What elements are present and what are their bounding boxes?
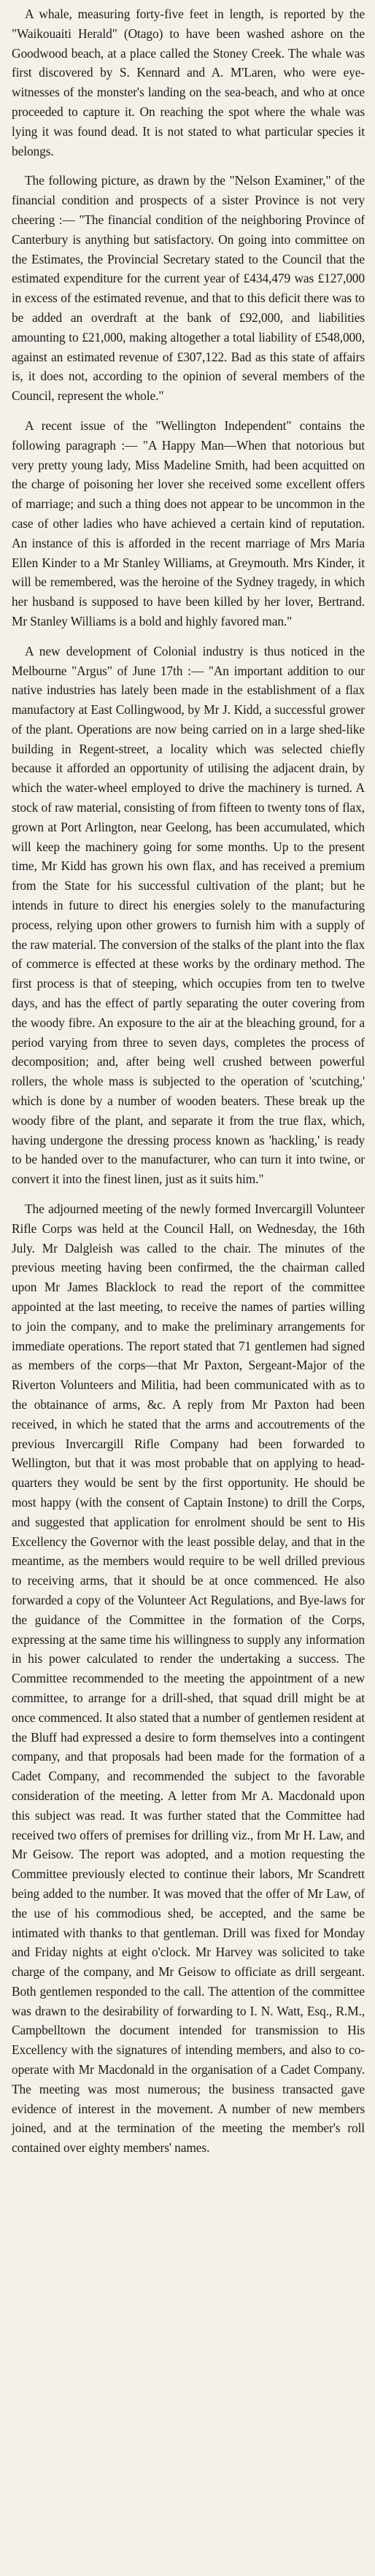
paragraph-rifle-corps: The adjourned meeting of the newly formed Invercargill Volunteer Rifle Corps was held at the Council Hall, on Wednesday, the 16th July. Mr Dalgleish was called to the chair. The minutes of the previous meeting having been confirmed, the the chairman called upon Mr James Blacklock to read the report of the committee appointed at the last meeting, to receive the names of parties willing to join the company, and to make the preliminary arrangements for immediate operations. The report stated that 71 gentlemen had signed as members of the corps—that Mr Paxton, Sergeant-Major of the Riverton Volunteers and Militia, had been communicated with as to the obtainance of arms, &c. A reply from Mr Paxton had been received, in which he stated that the arms and accoutrements of the previous Invercargill Rifle Company had been forwarded to Wellington, but that it was most probable that on applying to head-quarters they would be sent by the first opportunity. He should be most happy (with the consent of Captain Instone) to drill the Corps, and suggested that application for enrolment should be sent to His Excellency the Governor with the least possible delay, and that in the meantime, as the members would require to be well drilled previous to receiving arms, that it should be at once commenced. He also forwarded a copy of the Volunteer Act Regulations, and Bye-laws for the guidance of the Committee in the formation of the Corps, expressing at the same time his willingness to supply any information in his power calculated to render the undertaking a success. The Committee recommended to the meeting the appointment of a new committee, to arrange for a drill-shed, that squad drill might be at once commenced. It also stated that a number of gentlemen resident at the Bluff had expressed a desire to form themselves into a contingent company, and that proposals had been made for the formation of a Cadet Company, and recommended the subject to the favorable consideration of the meeting. A letter from Mr A. Macdonald upon this subject was read. It was further stated that the Committee had received two offers of premises for drilling viz., from Mr H. Law, and Mr Geisow. The report was adopted, and a motion requesting the Committee previously elected to continue their labors, Mr Scandrett being added to the number. It was moved that the offer of Mr Law, of the use of his commodious shed, be accepted, and the same be intimated with thanks to that gentleman. Drill was fixed for Monday and Friday nights at eight o'clock. Mr Harvey was solicited to take charge of the company, and Mr Geisow to officiate as drill sergeant. Both gentlemen responded to the call. The attention of the committee was drawn to the desirability of forwarding to I. N. Watt, Esq., R.M., Campbelltown the document intended for transmission to His Excellency with the signatures of intending members, and also to co-operate with Mr Macdonald in the organisation of a Cadet Company. The meeting was most numerous; the business transacted gave evidence of interest in the movement. A number of new members joined, and at the termination of the meeting the member's roll contained over eighty members' names. <box>12 1202 365 2156</box>
paragraph-flax-industry: A new development of Colonial industry is thus noticed in the Melbourne "Argus" of June 17th :— "An important addition to our native industries has lately been made in the establishment of a flax manufactory at East Collingwood, by Mr J. Kidd, a successful grower of the plant. Operations are now being carried on in a large shed-like building in Regent-street, a locality which was selected chiefly because it afforded an opportunity of utilising the adjacent drain, by which the water-wheel employed to drive the machinery is turned. A stock of raw material, consisting of from fifteen to twenty tons of flax, grown at Port Arlington, near Geelong, has been accumulated, which will keep the machinery going for some months. Up to the present time, Mr Kidd has grown his own flax, and has received a premium from the State for his successful cultivation of the plant; but he intends in future to direct his energies solely to the manufacturing process, relying upon other growers to furnish him with a supply of the raw material. The conversion of the stalks of the plant into the flax of commerce is effected at these works by the ordinary method. The first process is that of steeping, which occupies from ten to twelve days, and has the effect of partly separating the outer covering from the woody fibre. An exposure to the air at the bleaching ground, for a period varying from three to seven days, completes the process of decomposition; and, after being well crushed between powerful rollers, the whole mass is subjected to the operation of 'scutching,' which is done by a number of wooden beaters. These break up the woody fibre of the plant, and separate it from the true flax, which, having undergone the dressing process known as 'hackling,' is ready to be handed over to the manufacturer, who can turn it into twine, or convert it into the finest linen, just as it suits him." <box>12 643 365 1187</box>
paragraph-whale: A whale, measuring forty-five feet in length, is reported by the "Waikouaiti Herald" (Otago) to have been washed ashore on the Goodwood beach, at a place called the Stoney Creek. The whale was first discovered by S. Kennard and A. M'Laren, who were eye-witnesses of the monster's landing on the sea-beach, and who at once proceeded to capture it. On reaching the spot where the whale was lying it was found dead. It is not stated to what particular species it belongs. <box>12 7 365 158</box>
paragraph-canterbury-finance: The following picture, as drawn by the "Nelson Examiner," of the financial condition and prospects of a sister Province is not very cheering :— "The financial condition of the neighboring Province of Canterbury is anything but satisfactory. On going into committee on the Estimates, the Provincial Secretary stated to the Council that the estimated expenditure for the current year of £434,479 was £127,000 in excess of the estimated revenue, and that to this deficit there was to be added an overdraft at the bank of £92,000, and liabilities amounting to £21,000, making altogether a total liability of £548,000, against an estimated revenue of £307,122. Bad as this state of affairs is, it does not, according to the opinion of several members of the Council, represent the whole." <box>12 173 365 404</box>
paragraph-happy-man: A recent issue of the "Wellington Independent" contains the following paragraph :— "A Happy Man—When that notorious but very pretty young lady, Miss Madeline Smith, had been acquitted on the charge of poisoning her lover she received some excellent offers of marriage; and such a thing does not appear to be uncommon in the case of other ladies who have achieved a certain kind of reputation. An instance of this is afforded in the recent marriage of Mrs Maria Ellen Kinder to a Mr Stanley Williams, at Greymouth. Mrs Kinder, it will be remembered, was the heroine of the Sydney tragedy, in which her husband is supposed to have been killed by her lover, Bertrand. Mr Stanley Williams is a bold and highly favored man." <box>12 418 365 628</box>
